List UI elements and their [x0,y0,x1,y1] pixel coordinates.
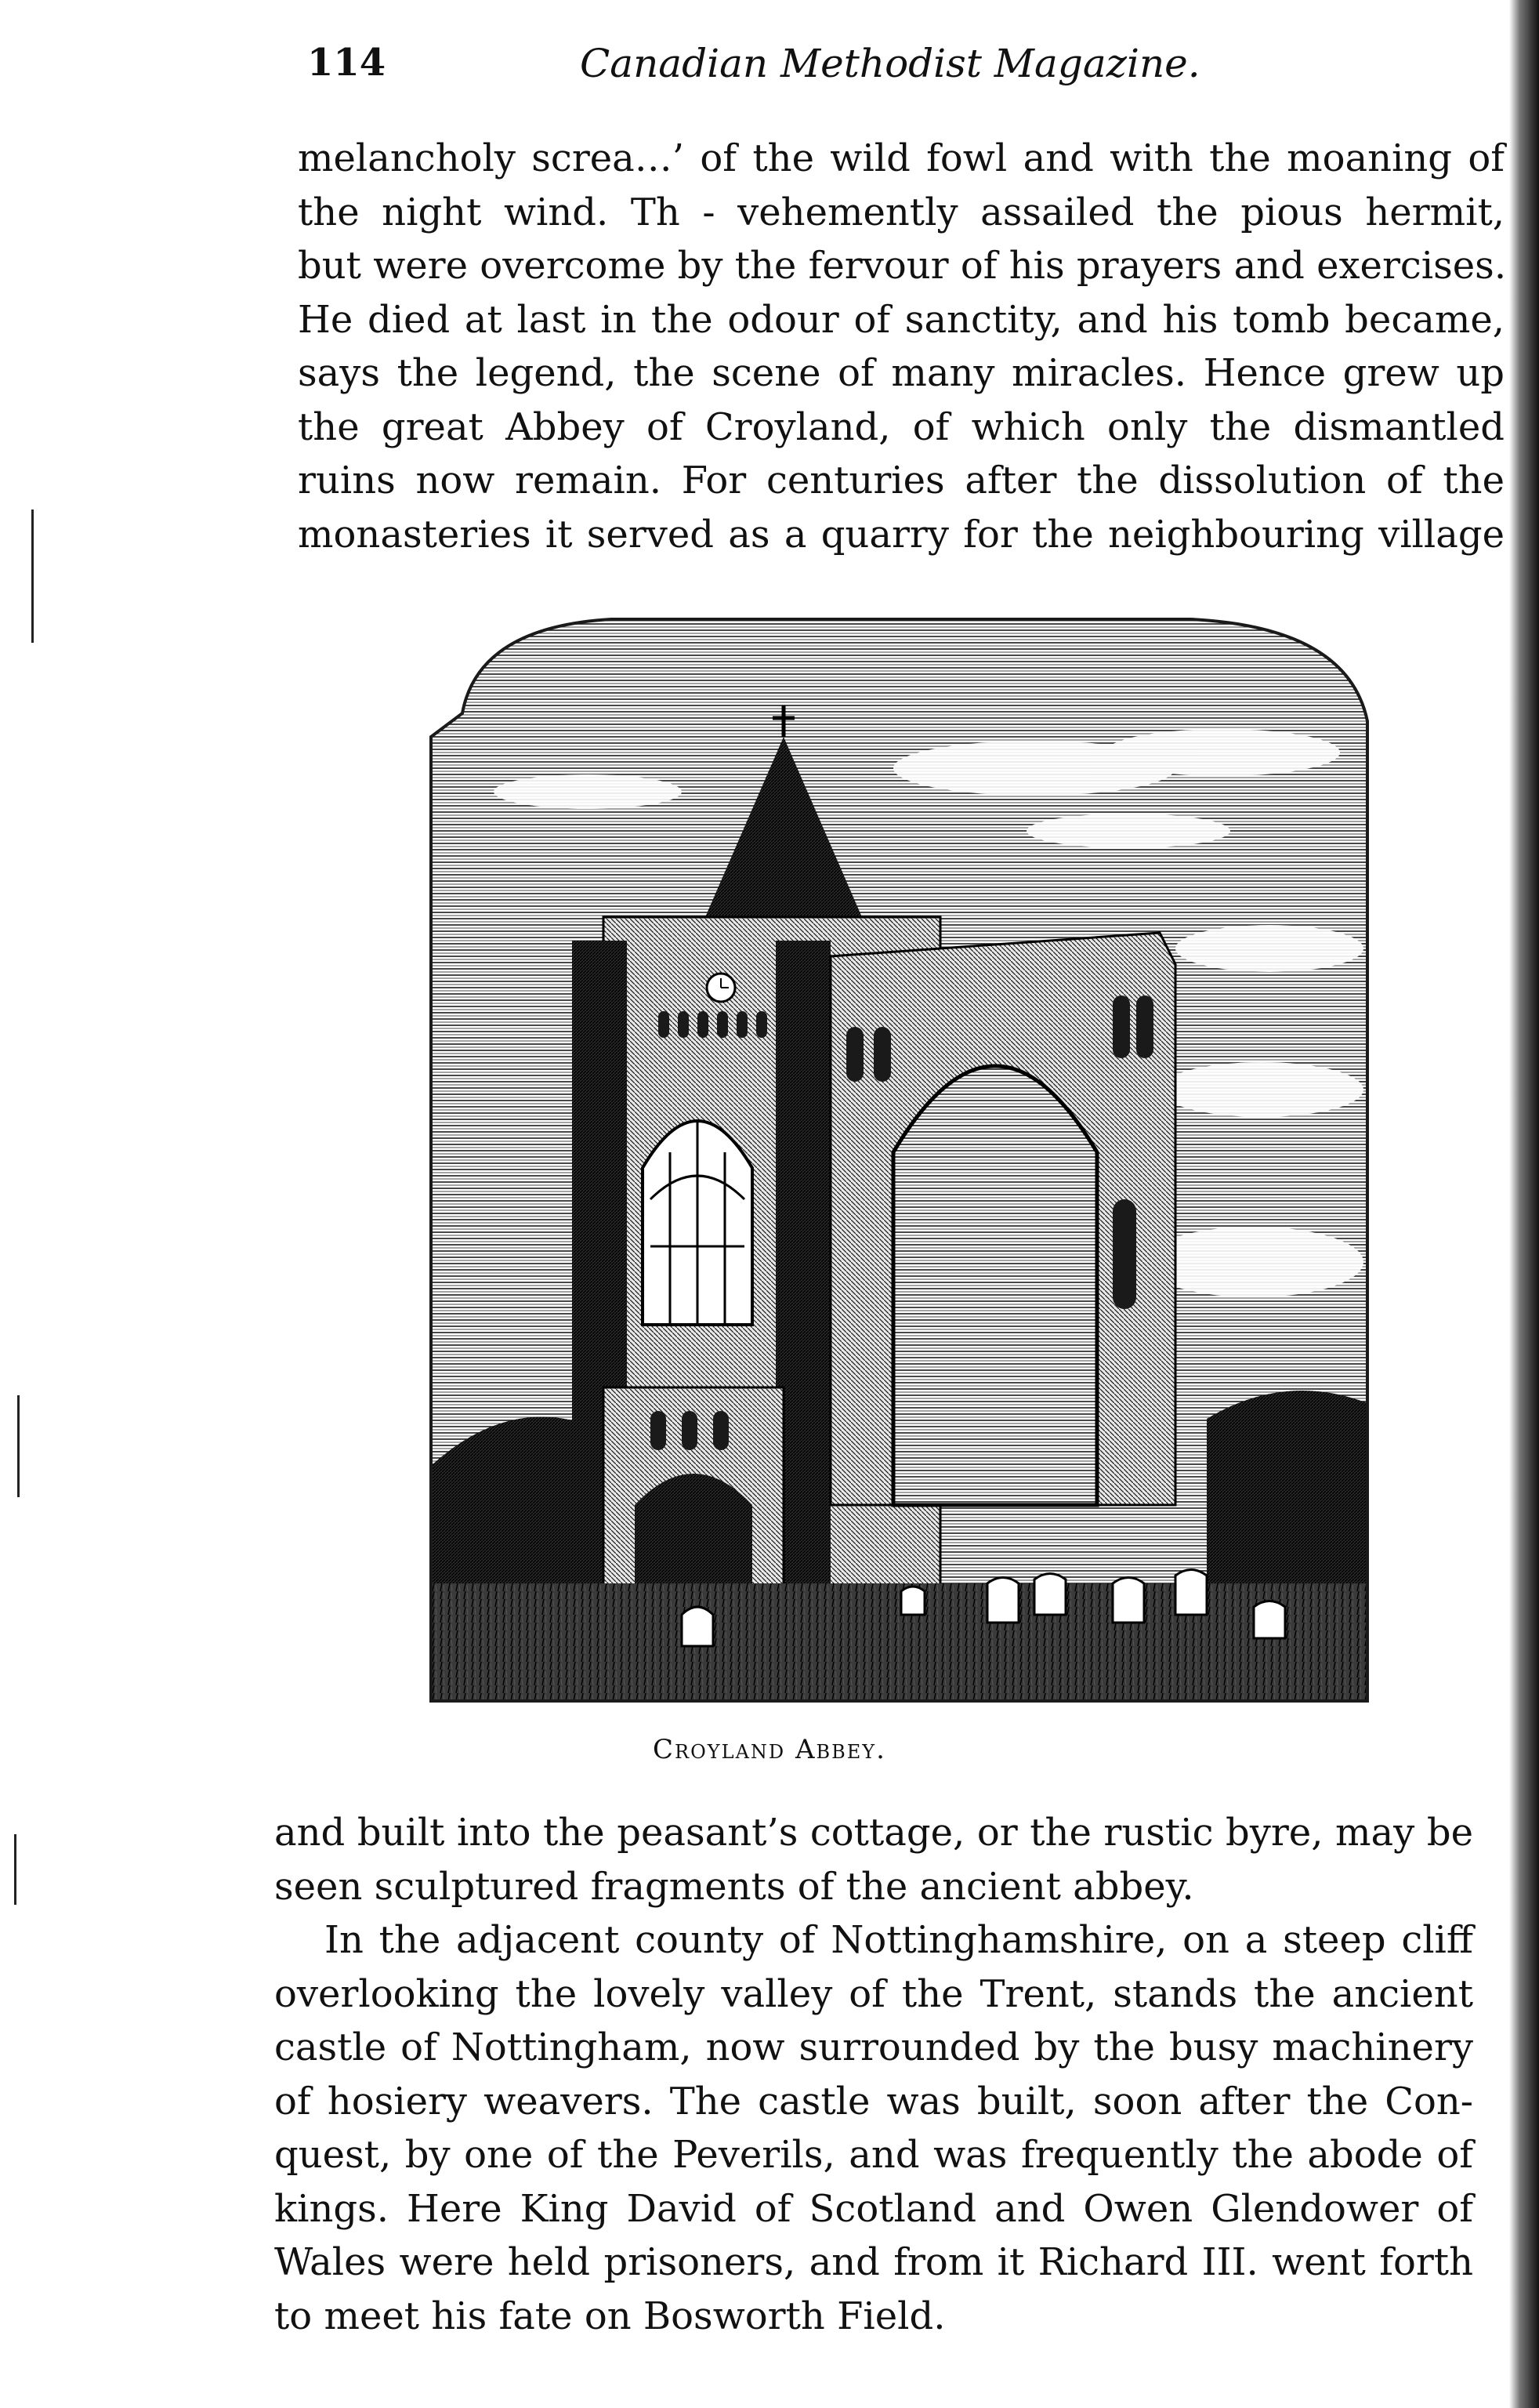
text-line: overlooking the lovely valley of the Trent, stands the ancient [274,1971,1473,2016]
page-number: 114 [307,41,386,85]
text-line: monasteries it served as a quarry for the neighbouring village [298,512,1505,557]
ground [423,1583,1375,1709]
great-arch [893,1066,1097,1505]
text-line: Wales were held prisoners, and from it Richard III. went forth [274,2240,1473,2284]
text-line: In the adjacent county of Nottinghamshire, on a steep cliff [324,1918,1473,1962]
figure-caption: Croyland Abbey. [653,1734,886,1765]
paragraph-1 [298,132,1505,561]
text-line: seen sculptured fragments of the ancient abbey. [274,1864,1194,1909]
paragraph-2 [274,1806,1473,1913]
running-title: Canadian Methodist Magazine. [580,41,1200,86]
text-line: says the legend, the scene of many miracles. Hence grew up [298,351,1505,395]
paragraph-3 [274,1913,1473,2343]
text-line: quest, by one of the Peverils, and was frequently the abode of [274,2133,1473,2177]
text-line: and built into the peasant’s cottage, or the rustic byre, may be [274,1811,1473,1855]
text-line: He died at last in the odour of sanctity, and his tomb became, [298,297,1505,342]
scan-margin-mark [17,1395,20,1497]
text-line: castle of Nottingham, now surrounded by the busy machinery [274,2025,1473,2069]
text-line: kings. Here King David of Scotland and Owen Glendower of [274,2186,1473,2231]
text-line: the great Abbey of Croyland, of which only the dismantled [298,404,1505,449]
engraving-illustration [423,604,1375,1709]
scan-margin-mark [14,1834,16,1905]
text-line: melancholy screa…’ of the wild fowl and with the moaning of [298,136,1505,180]
text-line: the night wind. Th ‑ vehemently assailed the pious hermit, [298,190,1505,234]
book-spine-shadow [1509,0,1539,2408]
croyland-abbey-engraving [423,604,1375,1709]
scan-margin-mark [31,510,34,643]
text-line: but were overcome by the fervour of his prayers and exercises. [298,244,1507,288]
text-line: of hosiery weavers. The castle was built, soon after the Con- [274,2079,1473,2123]
text-line: to meet his fate on Bosworth Field. [274,2294,946,2338]
text-line: ruins now remain. For centuries after the dissolution of the [298,459,1505,502]
